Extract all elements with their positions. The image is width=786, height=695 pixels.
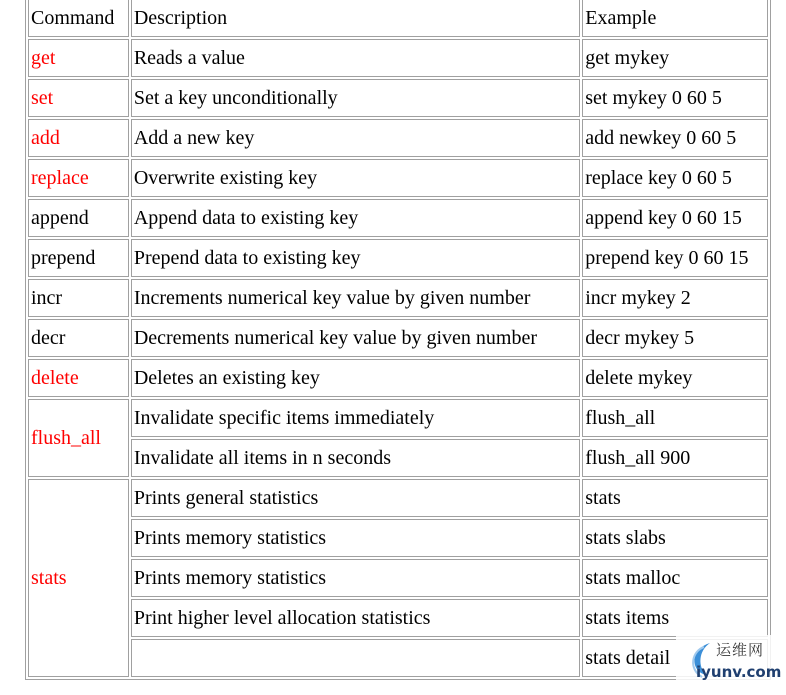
header-description: Description xyxy=(131,0,580,37)
command-cell: flush_all xyxy=(28,399,129,477)
table-row xyxy=(28,399,768,437)
command-cell: replace xyxy=(28,159,129,197)
header-example: Example xyxy=(582,0,768,37)
table-row xyxy=(28,639,768,677)
table-header-row xyxy=(28,0,768,37)
description-cell xyxy=(131,639,580,677)
command-cell: stats xyxy=(28,479,129,677)
example-cell: stats xyxy=(582,479,768,517)
command-cell: set xyxy=(28,79,129,117)
table-row xyxy=(28,159,768,197)
description-cell: Prints memory statistics xyxy=(131,559,580,597)
description-cell: Prints memory statistics xyxy=(131,519,580,557)
description-cell: Set a key unconditionally xyxy=(131,79,580,117)
table-row xyxy=(28,359,768,397)
description-cell: Increments numerical key value by given number xyxy=(131,279,580,317)
description-cell: Reads a value xyxy=(131,39,580,77)
example-cell: flush_all xyxy=(582,399,768,437)
watermark-logo xyxy=(676,635,780,693)
example-cell: prepend key 0 60 15 xyxy=(582,239,768,277)
example-cell: stats items xyxy=(582,599,768,637)
example-cell: stats malloc xyxy=(582,559,768,597)
description-cell: Prints general statistics xyxy=(131,479,580,517)
table-row xyxy=(28,279,768,317)
table-row xyxy=(28,199,768,237)
example-cell: set mykey 0 60 5 xyxy=(582,79,768,117)
example-cell: stats slabs xyxy=(582,519,768,557)
table-row xyxy=(28,599,768,637)
description-cell: Invalidate specific items immediately xyxy=(131,399,580,437)
example-cell: stats detail xyxy=(582,639,768,677)
example-cell: get mykey xyxy=(582,39,768,77)
table-row xyxy=(28,39,768,77)
table-row xyxy=(28,559,768,597)
command-cell: delete xyxy=(28,359,129,397)
description-cell: Append data to existing key xyxy=(131,199,580,237)
table-row xyxy=(28,479,768,517)
description-cell: Add a new key xyxy=(131,119,580,157)
description-cell: Prepend data to existing key xyxy=(131,239,580,277)
memcached-commands-table xyxy=(25,0,771,680)
example-cell: flush_all 900 xyxy=(582,439,768,477)
command-cell: append xyxy=(28,199,129,237)
table-row xyxy=(28,439,768,477)
description-cell: Invalidate all items in n seconds xyxy=(131,439,580,477)
watermark-text-bottom: iyunv.com xyxy=(696,663,782,681)
command-cell: add xyxy=(28,119,129,157)
example-cell: append key 0 60 15 xyxy=(582,199,768,237)
example-cell: add newkey 0 60 5 xyxy=(582,119,768,157)
description-cell: Overwrite existing key xyxy=(131,159,580,197)
header-command: Command xyxy=(28,0,129,37)
command-cell: incr xyxy=(28,279,129,317)
description-cell: Print higher level allocation statistics xyxy=(131,599,580,637)
watermark-text-top: 运维网 xyxy=(716,641,765,659)
example-cell: replace key 0 60 5 xyxy=(582,159,768,197)
table-row xyxy=(28,319,768,357)
table-row xyxy=(28,79,768,117)
example-cell: incr mykey 2 xyxy=(582,279,768,317)
table-row xyxy=(28,119,768,157)
example-cell: decr mykey 5 xyxy=(582,319,768,357)
description-cell: Deletes an existing key xyxy=(131,359,580,397)
command-cell: prepend xyxy=(28,239,129,277)
description-cell: Decrements numerical key value by given number xyxy=(131,319,580,357)
example-cell: delete mykey xyxy=(582,359,768,397)
command-cell: get xyxy=(28,39,129,77)
command-cell: decr xyxy=(28,319,129,357)
table-row xyxy=(28,519,768,557)
table-row xyxy=(28,239,768,277)
